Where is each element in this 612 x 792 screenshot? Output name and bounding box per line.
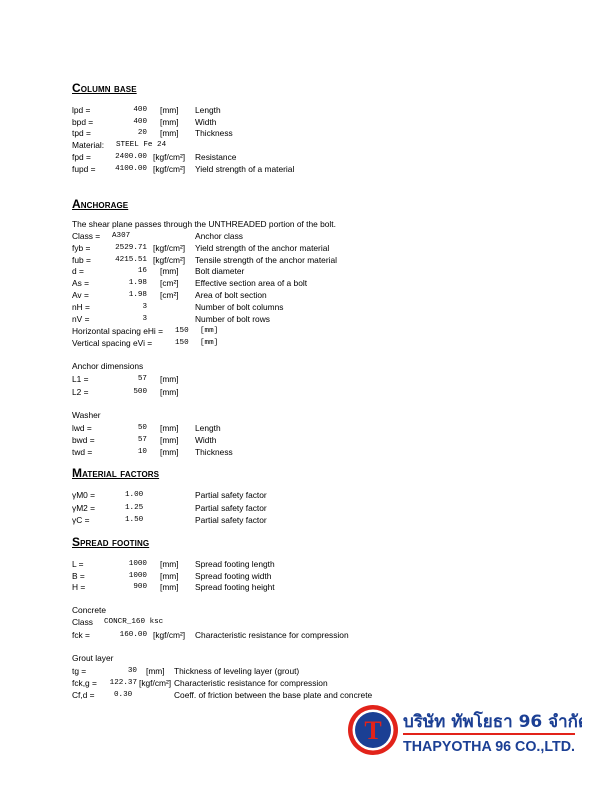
material-value: STEEL Fe 24 [116,141,167,149]
anchorage-symbol: Av = [72,290,89,300]
horizontal-spacing-unit: [mm] [200,327,219,335]
column-base-description: Thickness [195,128,233,138]
washer-description: Width [195,435,217,445]
washer-unit: [mm] [160,435,179,445]
grout-unit: [kgf/cm²] [139,678,172,688]
anchor-dimension-symbol: L1 = [72,374,89,384]
footing-symbol: B = [72,571,85,581]
section-heading-material-factors: Material factors [72,466,160,480]
anchorage-description: Tensile strength of the anchor material [195,255,337,265]
footing-description: Spread footing width [195,571,272,581]
anchorage-value: 3 [142,303,147,311]
grout-description: Coeff. of friction between the base plate and concrete [174,690,373,700]
column-base-description: Resistance [195,152,237,162]
column-base-symbol: bpd = [72,117,94,127]
logo-letter: T [364,716,382,745]
washer-description: Length [195,423,221,433]
anchorage-value: 3 [142,315,147,323]
anchorage-symbol: d = [72,266,84,276]
anchorage-description: Number of bolt rows [195,314,270,324]
concrete-class-label: Class [72,617,93,627]
anchor-dimension-unit: [mm] [160,374,179,384]
washer-value: 10 [137,448,147,456]
material-factor-value: 1.25 [125,504,144,512]
anchorage-symbol: As = [72,278,89,288]
material-factor-description: Partial safety factor [195,503,267,513]
anchor-class-value: A307 [112,232,131,240]
anchor-class-description: Anchor class [195,231,243,241]
column-base-description: Yield strength of a material [195,164,295,174]
material-factor-symbol: γM0 = [72,490,96,500]
material-factor-description: Partial safety factor [195,515,267,525]
material-factor-symbol: γM2 = [72,503,96,513]
grout-value: 30 [127,667,137,675]
anchorage-description: Area of bolt section [195,290,267,300]
concrete-class-value: CONCR_160 ksc [104,618,164,626]
footing-unit: [mm] [160,571,179,581]
column-base-unit: [mm] [160,105,179,115]
concrete-fck-description: Characteristic resistance for compression [195,630,349,640]
section-heading-anchorage: Anchorage [72,197,129,211]
vertical-spacing-label: Vertical spacing eVi = [72,338,153,348]
anchorage-unit: [kgf/cm²] [153,255,186,265]
anchorage-description: Yield strength of the anchor material [195,243,330,253]
anchorage-symbol: nV = [72,314,90,324]
anchor-dimension-unit: [mm] [160,387,179,397]
anchorage-value: 2529.71 [115,244,147,252]
footing-symbol: H = [72,582,86,592]
grout-unit: [mm] [146,666,165,676]
column-base-value: 400 [133,106,147,114]
logo-english-name: THAPYOTHA 96 CO.,LTD. [403,739,575,755]
material-label: Material: [72,140,105,150]
anchorage-value: 16 [137,267,147,275]
horizontal-spacing-value: 150 [175,327,189,335]
footing-value: 900 [133,583,147,591]
vertical-spacing-unit: [mm] [200,339,219,347]
column-base-unit: [mm] [160,117,179,127]
footing-symbol: L = [72,559,84,569]
logo-divider [403,733,575,735]
grout-description: Characteristic resistance for compression [174,678,328,688]
footing-description: Spread footing length [195,559,275,569]
washer-symbol: bwd = [72,435,95,445]
washer-unit: [mm] [160,447,179,457]
anchorage-value: 1.98 [128,279,147,287]
footing-value: 1000 [128,572,147,580]
company-logo [346,703,582,759]
section-heading-spread-footing: Spread footing [72,535,150,549]
column-base-description: Width [195,117,217,127]
vertical-spacing-value: 150 [175,339,189,347]
grout-value: 122.37 [109,679,137,687]
anchorage-unit: [cm²] [160,278,179,288]
material-factor-value: 1.50 [125,516,144,524]
anchorage-intro: The shear plane passes through the UNTHREADED portion of the bolt. [72,219,336,229]
anchorage-description: Bolt diameter [195,266,245,276]
grout-symbol: tg = [72,666,87,676]
company-logo-graphic [346,703,582,759]
anchorage-unit: [mm] [160,266,179,276]
anchorage-description: Effective section area of a bolt [195,278,308,288]
footing-unit: [mm] [160,582,179,592]
washer-unit: [mm] [160,423,179,433]
anchor-dimensions-title: Anchor dimensions [72,361,144,371]
logo-thai-name: บริษัท ทัพโยธา 96 จำกัด [403,712,582,732]
column-base-description: Length [195,105,221,115]
footing-value: 1000 [128,560,147,568]
anchor-dimension-symbol: L2 = [72,387,89,397]
washer-symbol: twd = [72,447,93,457]
column-base-unit: [mm] [160,128,179,138]
footing-description: Spread footing height [195,582,275,592]
concrete-fck-value: 160.00 [119,631,147,639]
anchor-dimension-value: 500 [133,388,147,396]
grout-title: Grout layer [72,653,114,663]
concrete-fck-unit: [kgf/cm²] [153,630,186,640]
washer-value: 57 [137,436,147,444]
material-factor-description: Partial safety factor [195,490,267,500]
column-base-symbol: lpd = [72,105,91,115]
footing-unit: [mm] [160,559,179,569]
column-base-unit: [kgf/cm²] [153,152,186,162]
anchorage-value: 1.98 [128,291,147,299]
material-factor-symbol: γC = [72,515,90,525]
anchorage-description: Number of bolt columns [195,302,284,312]
horizontal-spacing-label: Horizontal spacing eHi = [72,326,164,336]
washer-symbol: lwd = [72,423,92,433]
concrete-title: Concrete [72,605,106,615]
washer-value: 50 [137,424,147,432]
column-base-value: 4100.00 [115,165,147,173]
anchor-dimension-value: 57 [137,375,147,383]
column-base-symbol: tpd = [72,128,91,138]
section-heading-column-base: Column base [72,81,137,95]
concrete-fck-symbol: fck = [72,630,90,640]
column-base-symbol: fpd = [72,152,91,162]
material-factor-value: 1.00 [125,491,144,499]
anchorage-unit: [kgf/cm²] [153,243,186,253]
column-base-symbol: fupd = [72,164,96,174]
grout-symbol: fck,g = [72,678,97,688]
anchorage-symbol: fub = [72,255,91,265]
grout-symbol: Cf,d = [72,690,95,700]
anchorage-symbol: fyb = [72,243,91,253]
column-base-unit: [kgf/cm²] [153,164,186,174]
column-base-value: 2400.00 [115,153,147,161]
washer-description: Thickness [195,447,233,457]
column-base-value: 400 [133,118,147,126]
grout-description: Thickness of leveling layer (grout) [174,666,300,676]
anchor-class-label: Class = [72,231,101,241]
washer-title: Washer [72,410,101,420]
anchorage-unit: [cm²] [160,290,179,300]
anchorage-value: 4215.51 [115,256,147,264]
column-base-value: 20 [137,129,147,137]
anchorage-symbol: nH = [72,302,90,312]
grout-value: 0.30 [114,691,133,699]
